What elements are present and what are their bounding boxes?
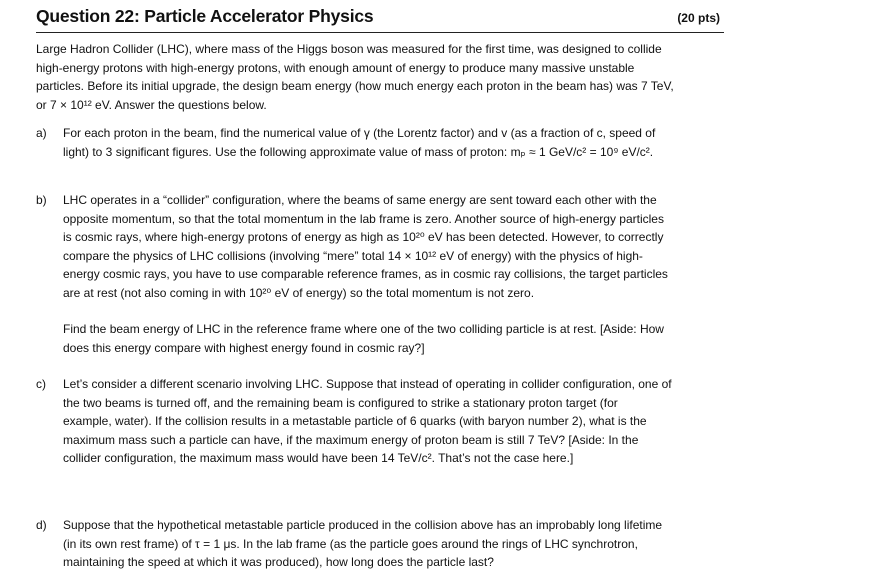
question-title: Question 22: Particle Accelerator Physics <box>36 6 374 26</box>
part-c-label: c) <box>36 377 46 391</box>
part-b-line: is cosmic rays, where high-energy protons of energy as high as 10²⁰ eV has been detected. However, to correctly <box>63 230 664 244</box>
part-a-line: For each proton in the beam, find the numerical value of γ (the Lorentz factor) and v (as a fraction of c, speed of <box>63 126 656 140</box>
part-b-line: opposite momentum, so that the total momentum in the lab frame is zero. Another source of high-energy particles <box>63 211 664 226</box>
part-d-line: Suppose that the hypothetical metastable particle produced in the collision above has an improbably long lifetime <box>63 518 663 532</box>
intro-line: particles. Before its initial upgrade, the design beam energy (how much energy each proton in the beam has) was 7 TeV, <box>36 79 674 93</box>
part-b-followup-line: does this energy compare with highest energy found in cosmic ray?] <box>63 340 425 355</box>
part-c-line: the two beams is turned off, and the remaining beam is configured to strike a stationary proton target (for <box>63 395 618 410</box>
part-b-label: b) <box>36 193 47 207</box>
intro-line: or 7 × 10¹² eV. Answer the questions below. <box>36 97 267 112</box>
part-c-line: example, water). If the collision results in a metastable particle of 6 quarks (with baryon number 2), what is the <box>63 414 647 428</box>
part-c-line: maximum mass such a particle can have, if the maximum energy of proton beam is still 7 TeV? [Aside: In the <box>63 432 639 447</box>
part-a-text <box>63 124 655 161</box>
intro-line: Large Hadron Collider (LHC), where mass of the Higgs boson was measured for the first time, was designed to collide <box>36 42 662 56</box>
part-c-line: collider configuration, the maximum mass would have been 14 TeV/c². That’s not the case here.] <box>63 451 574 465</box>
points-label: (20 pts) <box>677 11 720 25</box>
part-d-line: (in its own rest frame) of τ = 1 μs. In the lab frame (as the particle goes around the rings of LHC synchrotron, <box>63 536 638 551</box>
part-b-text <box>63 191 668 302</box>
intro-paragraph <box>36 40 674 114</box>
part-d-text <box>63 516 662 572</box>
part-d-line: maintaining the speed at which it was produced), how long does the particle last? <box>63 555 494 569</box>
part-b-line: are at rest (not also coming in with 10²⁰ eV of energy) so the total momentum is not zero. <box>63 285 535 300</box>
part-b-line: compare the physics of LHC collisions (involving “mere” total 14 × 10¹² eV of energy) with the physics of high- <box>63 248 643 263</box>
part-b-line: LHC operates in a “collider” configuration, where the beams of same energy are sent toward each other with the <box>63 193 657 207</box>
part-a-line: light) to 3 significant figures. Use the following approximate value of mass of proton: mₚ ≈ 1 GeV/c² = 10⁹ eV/c². <box>63 144 654 159</box>
part-c-text <box>63 375 672 468</box>
intro-line: high-energy protons with high-energy protons, with enough amount of energy to produce many massive unstable <box>36 60 635 75</box>
question-page <box>36 0 724 569</box>
part-c-line: Let’s consider a different scenario involving LHC. Suppose that instead of operating in collider configuration, one of <box>63 377 672 391</box>
part-b-followup <box>63 320 664 357</box>
part-d-label: d) <box>36 518 47 532</box>
part-b-line: energy cosmic rays, you have to use comparable reference frames, as in cosmic ray collisions, the target particles <box>63 267 668 281</box>
part-b-followup-line: Find the beam energy of LHC in the reference frame where one of the two colliding particle is at rest. [Aside: How <box>63 322 664 336</box>
question-header <box>36 0 724 33</box>
part-a-label: a) <box>36 126 47 140</box>
